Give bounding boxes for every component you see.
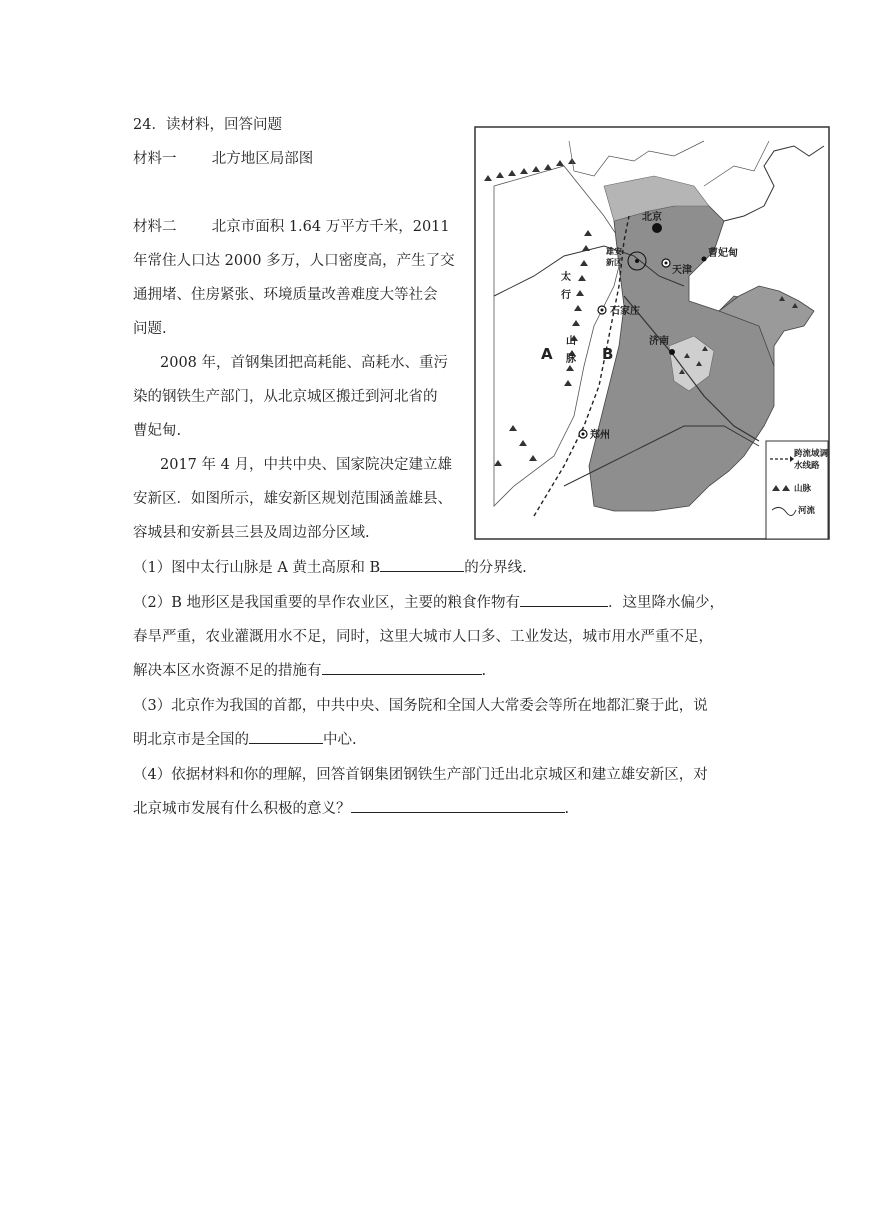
paragraph3-line3: 容城县和安新县三县及周边部分区域. [133, 525, 370, 541]
q2-text-after: ．这里降水偏少， [608, 595, 724, 611]
subquestion-3-line2 [133, 728, 357, 749]
legend-river-label: 河流 [798, 506, 816, 516]
material2-label: 材料二 [133, 219, 177, 235]
q2-crop-blank[interactable] [520, 592, 608, 607]
q4-answer-blank[interactable] [351, 798, 565, 813]
q2-measure-period: . [481, 663, 487, 679]
q4-text-before: 北京城市发展有什么积极的意义？ [133, 801, 351, 817]
q3-answer-blank[interactable] [249, 729, 323, 744]
paragraph3-line1: 2017 年 4 月，中共中央、国家院决定建立雄 [160, 457, 452, 473]
subquestion-3-line1: （3）北京作为我国的首都，中共中央、国务院和全国人大常委会等所在地都汇聚于此，说 [133, 698, 708, 714]
q2-measure-blank[interactable] [322, 660, 482, 675]
label-xiongan-1: 雄安 [606, 247, 622, 256]
label-taihang-2: 行 [561, 290, 571, 301]
subquestion-2-line2: 春旱严重，农业灌溉用水不足，同时，这里大城市人口多、工业发达，城市用水严重不足， [133, 629, 713, 645]
label-shijiazhuang: 石家庄 [610, 306, 640, 317]
q4-text-after: . [564, 801, 570, 817]
label-tianjin: 天津 [672, 265, 692, 276]
label-beijing: 北京 [642, 212, 662, 223]
material2-line1: 北京市面积 1.64 万平方千米，2011 [211, 219, 450, 235]
paragraph2-line1: 2008 年，首钢集团把高耗能、高耗水、重污 [160, 355, 449, 371]
label-taihang-4: 脉 [566, 354, 576, 365]
q3-text-after: 中心. [323, 732, 357, 748]
label-zhengzhou: 郑州 [590, 430, 610, 441]
material1-label: 材料一 [133, 151, 177, 167]
map-legend [766, 441, 829, 539]
q1-text-after: 的分界线. [464, 560, 527, 576]
subquestion-2-line1 [133, 591, 724, 612]
legend-water-route-label-2: 水线路 [794, 461, 820, 471]
material2-row [133, 215, 450, 236]
label-taihang-3: 山 [566, 336, 576, 347]
subquestion-4-line2 [133, 797, 569, 818]
region-label-b: B [602, 345, 614, 363]
q2-measure-text: 解决本区水资源不足的措施有 [133, 663, 322, 679]
material2-line2: 年常住人口达 2000 多万，人口密度高，产生了交 [133, 253, 455, 269]
subquestion-2-line3 [133, 659, 486, 680]
subquestion-1 [133, 556, 527, 577]
north-china-map [474, 126, 830, 540]
q1-answer-blank[interactable] [380, 557, 464, 572]
q1-text-before: （1）图中太行山脉是 A 黄土高原和 B [133, 560, 381, 576]
question-title: 24．读材料，回答问题 [133, 117, 282, 133]
legend-mountain-label: 山脉 [794, 484, 812, 494]
material2-line3: 通拥堵、住房紧张、环境质量改善难度大等社会 [133, 287, 438, 303]
label-taihang-1: 太 [561, 272, 571, 283]
region-label-a: A [541, 345, 553, 363]
paragraph3-line2: 安新区．如图所示，雄安新区规划范围涵盖雄县、 [133, 491, 452, 507]
q2-text-before: （2）B 地形区是我国重要的旱作农业区，主要的粮食作物有 [133, 595, 520, 611]
label-jinan: 济南 [649, 336, 669, 347]
subquestion-4-line1: （4）依据材料和你的理解，回答首钢集团钢铁生产部门迁出北京城区和建立雄安新区，对 [133, 767, 708, 783]
material1-title: 北方地区局部图 [211, 151, 314, 167]
label-xiongan-2: 新区 [606, 258, 622, 267]
q3-text-before: 明北京市是全国的 [133, 732, 249, 748]
paragraph2-line3: 曹妃甸. [133, 423, 182, 439]
paragraph2-line2: 染的钢铁生产部门，从北京城区搬迁到河北省的 [133, 389, 438, 405]
material1-row [133, 147, 313, 168]
label-caofeidian: 曹妃甸 [708, 248, 738, 259]
material2-line4: 问题. [133, 321, 167, 337]
legend-water-route-label-1: 跨流域调 [794, 449, 829, 459]
